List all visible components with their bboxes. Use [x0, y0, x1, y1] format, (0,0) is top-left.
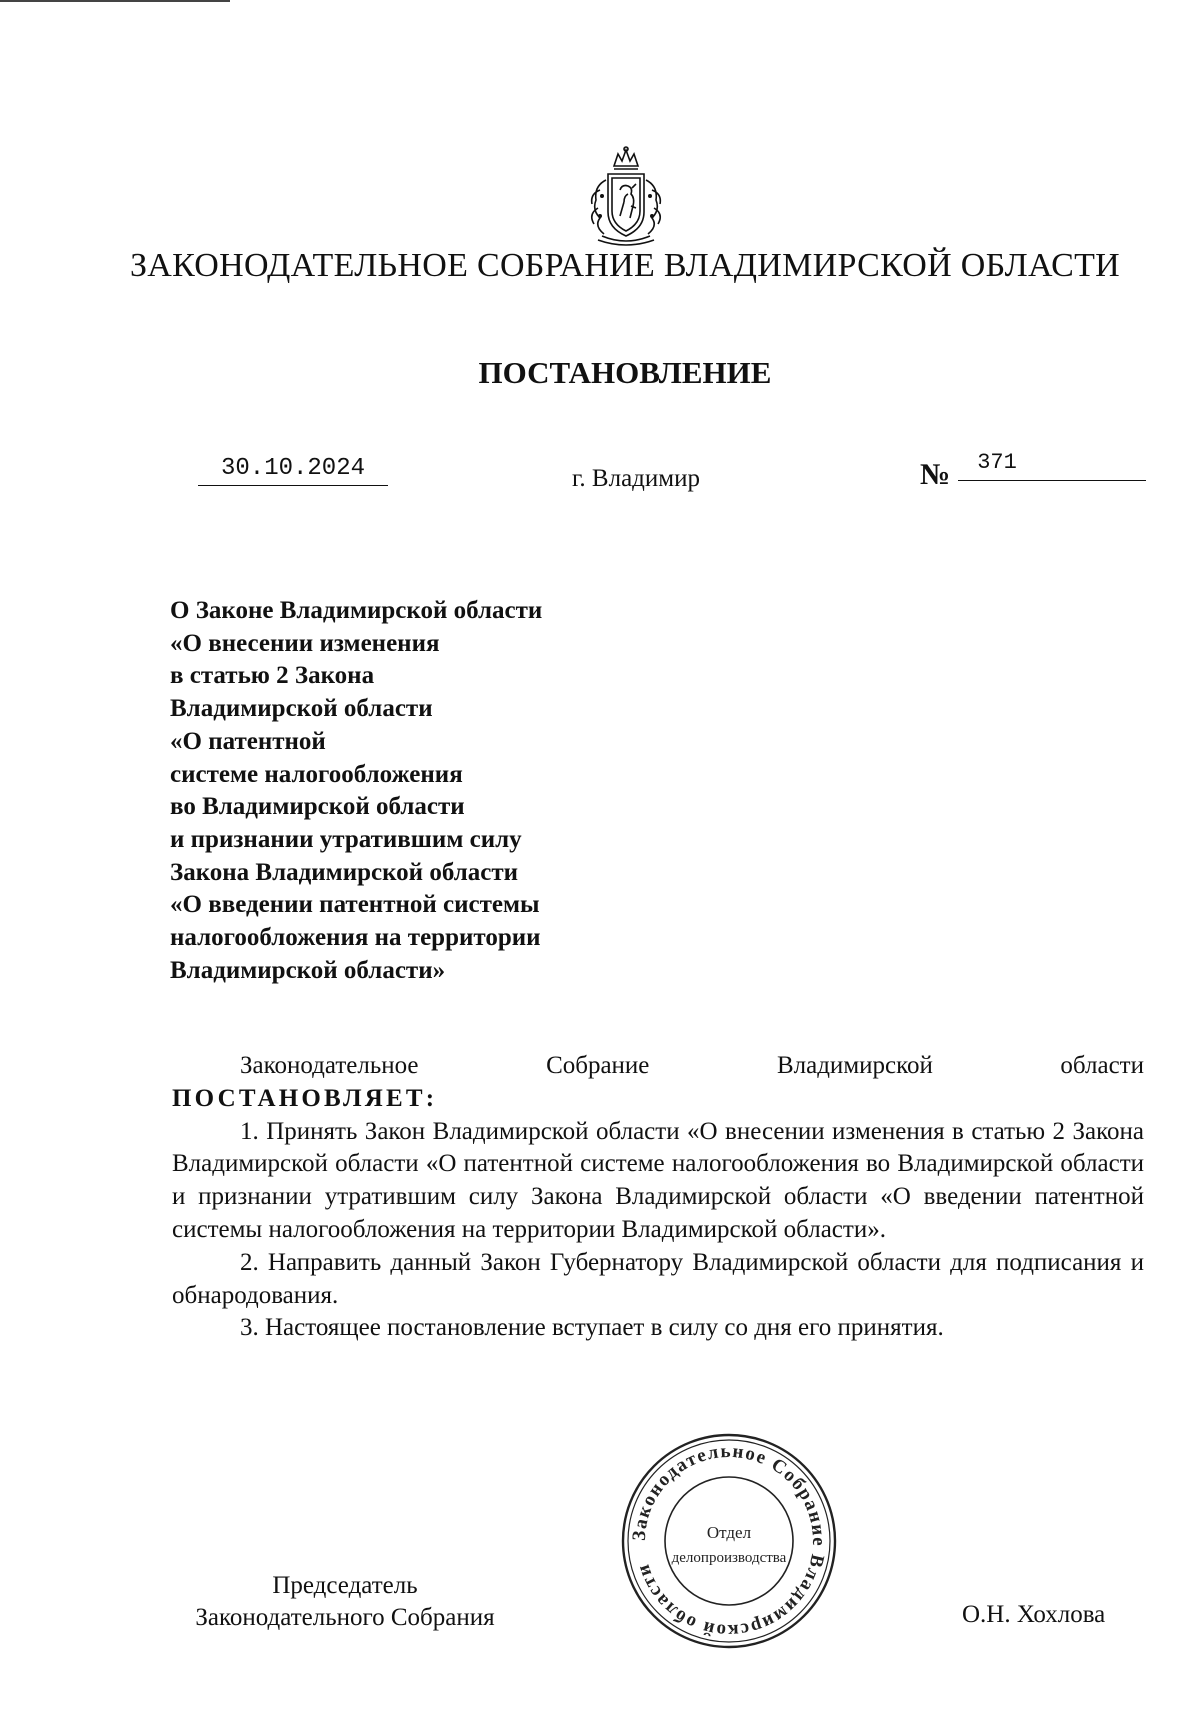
resolution-item-2: 2. Направить данный Закон Губернатору Владимирской области для подписания и обнародования. — [172, 1248, 1144, 1309]
scan-artifact-line — [0, 0, 230, 2]
date-underline — [198, 485, 388, 486]
subject-line: во Владимирской области — [170, 793, 465, 821]
resolution-item-3: 3. Настоящее постановление вступает в силу со дня его принятия. — [240, 1314, 944, 1342]
subject-line: налогообложения на территории — [170, 924, 541, 952]
intro-word: Законодательное — [240, 1052, 419, 1079]
intro-word: области — [1060, 1052, 1144, 1079]
seal-center-line-2: делопроизводства — [671, 1550, 787, 1566]
coat-of-arms-icon — [578, 146, 674, 250]
document-subject — [170, 595, 690, 987]
signatory-name: О.Н. Хохлова — [962, 1601, 1106, 1628]
document-city: г. Владимир — [572, 465, 700, 492]
organization-name: ЗАКОНОДАТЕЛЬНОЕ СОБРАНИЕ ВЛАДИМИРСКОЙ ОБЛАСТИ — [129, 247, 1121, 284]
subject-line: Владимирской области — [170, 695, 433, 723]
number-sign: № — [920, 458, 951, 491]
document-type-title: ПОСТАНОВЛЕНИЕ — [478, 355, 772, 390]
signatory-title-line: Председатель — [272, 1572, 418, 1599]
subject-line: «О введении патентной системы — [170, 891, 540, 919]
signatory-title-line: Законодательного Собрания — [195, 1604, 495, 1631]
subject-line: «О внесении изменения — [170, 629, 440, 657]
resolves-heading: ПОСТАНОВЛЯЕТ: — [172, 1084, 438, 1112]
number-underline — [958, 480, 1146, 481]
subject-line: Владимирской области» — [170, 956, 446, 984]
seal-ring-text: Законодательное Собрание Владимирской области — [628, 1440, 830, 1642]
document-number: 371 — [977, 450, 1017, 475]
subject-line: системе налогообложения — [170, 760, 463, 788]
document-body — [172, 1050, 1144, 1345]
seal-center-line-1: Отдел — [706, 1523, 752, 1542]
subject-line: «О патентной — [170, 727, 326, 755]
official-seal-icon — [618, 1430, 840, 1652]
subject-line: О Законе Владимирской области — [170, 597, 543, 624]
subject-line: в статью 2 Закона — [170, 662, 375, 690]
subject-line: Закона Владимирской области — [170, 858, 519, 886]
subject-line: и признании утратившим силу — [170, 825, 522, 853]
document-date: 30.10.2024 — [220, 455, 366, 482]
signatory-title — [160, 1570, 530, 1634]
resolution-item-1: 1. Принять Закон Владимирской области «О внесении изменения в статью 2 Закона Владимирской области «О патентной системе налогообложения во Владимирской области и признании утратившим силу Закона Владимирской области «О введении патентной системы налогообложения на территории Владимирской области». — [172, 1117, 1144, 1243]
intro-word: Владимирской — [776, 1052, 933, 1079]
intro-line — [172, 1050, 1144, 1083]
intro-word: Собрание — [546, 1052, 650, 1079]
